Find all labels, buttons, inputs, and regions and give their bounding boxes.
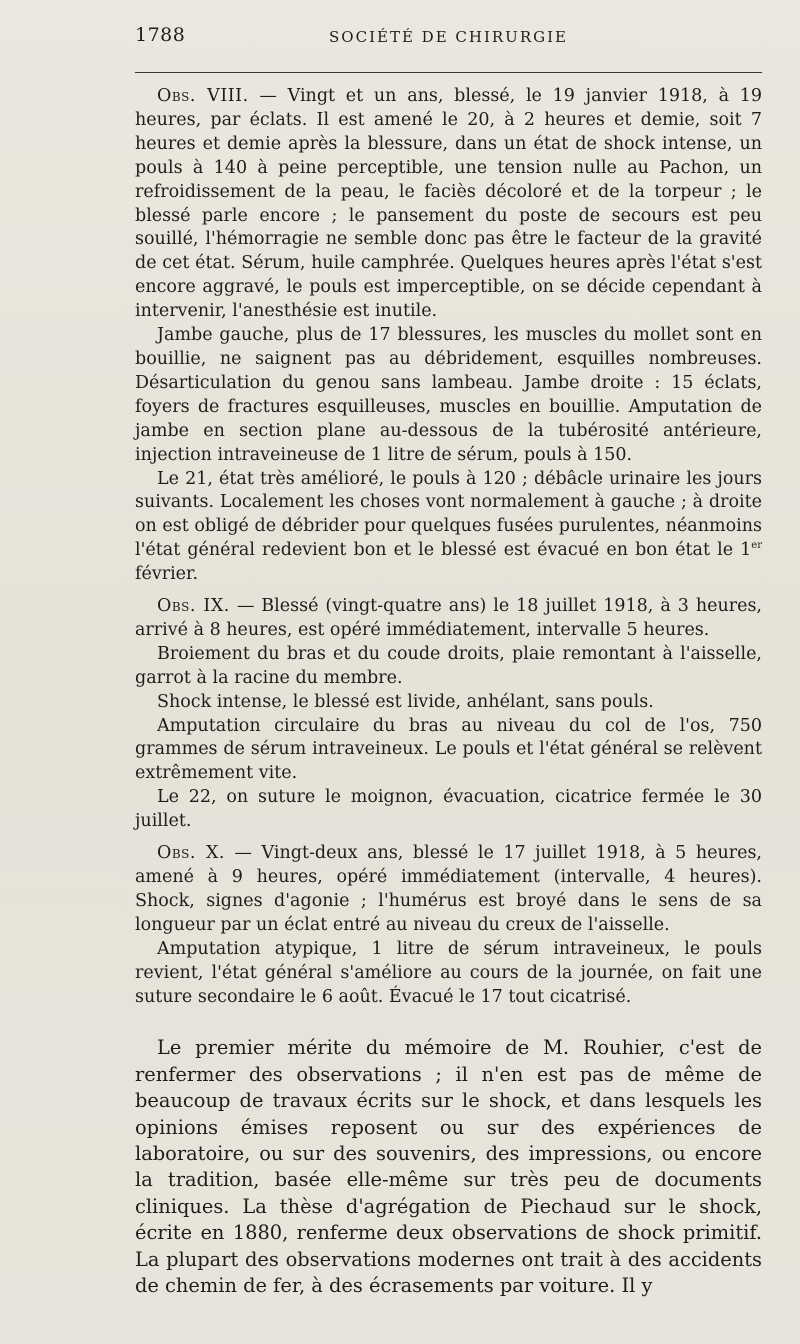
paragraph-text: — Blessé (vingt-quatre ans) le 18 juillet 1918, à 3 heures, arrivé à 8 heures, est opéré immédiatement, intervalle 5 heures.	[135, 596, 762, 640]
observation-8	[135, 85, 762, 587]
observation-label: Obs. X.	[157, 843, 225, 864]
paragraph	[135, 468, 762, 588]
commentary	[135, 1035, 762, 1299]
paragraph	[135, 85, 762, 324]
observation-label: Obs. IX.	[157, 596, 230, 617]
paragraph: Amputation atypique, 1 litre de sérum intraveineux, le pouls revient, l'état général s'améliore au cours de la journée, on fait une suture secondaire le 6 août. Évacué le 17 tout cicatrisé.	[135, 938, 762, 1007]
paragraph-text: — Vingt et un ans, blessé, le 19 janvier 1918, à 19 heures, par éclats. Il est amené le 20, à 2 heures et demie, soit 7 heures et demie après la blessure, dans un état de shock intense, un pouls à 140 à peine perceptible, une tension nulle au Pachon, un refroidissement de la peau, le faciès décoloré et de la torpeur ; le blessé parle encore ; le pansement du poste de secours est peu souillé, l'hémorragie ne semble donc pas être le facteur de la gravité de cet état. Sérum, huile camphrée. Quelques heures après l'état s'est encore aggravé, le pouls est imperceptible, on se décide cependant à intervenir, l'anesthésie est inutile.	[135, 86, 763, 322]
paragraph	[135, 595, 762, 643]
observation-10	[135, 842, 762, 1009]
paragraph: Amputation circulaire du bras au niveau du col de l'os, 750 grammes de sérum intraveineux. Le pouls et l'état général se relèvent extrêmement vite.	[135, 715, 762, 784]
paragraph: Jambe gauche, plus de 17 blessures, les muscles du mollet sont en bouillie, ne saignent pas au débridement, esquilles nombreuses. Désarticulation du genou sans lambeau. Jambe droite : 15 éclats, foyers de fractures esquilleuses, muscles en bouillie. Amputation de jambe en section plane au-dessous de la tubérosité antérieure, injection intraveineuse de 1 litre de sérum, pouls à 150.	[135, 325, 762, 465]
paragraph: Broiement du bras et du coude droits, plaie remontant à l'aisselle, garrot à la racine du membre.	[135, 643, 762, 688]
paragraph: Shock intense, le blessé est livide, anhélant, sans pouls.	[157, 691, 654, 712]
page-number: 1788	[135, 24, 186, 46]
paragraph-text: février.	[135, 564, 199, 585]
paragraph	[135, 842, 762, 938]
commentary-paragraph: Le premier mérite du mémoire de M. Rouhier, c'est de renfermer des observations ; il n'en est pas de même de beaucoup de travaux écrits sur le shock, et dans lesquels les opinions émises reposent ou sur des expériences de laboratoire, ou sur des souvenirs, des impressions, ou encore la tradition, basée elle-même sur très peu de documents cliniques. La thèse d'agrégation de Piechaud sur le shock, écrite en 1880, renferme deux observations de shock primitif. La plupart des observations modernes ont trait à des accidents de chemin de fer, à des écrasements par voiture. Il y	[135, 1036, 762, 1298]
journal-title: SOCIÉTÉ DE CHIRURGIE	[329, 28, 568, 46]
observation-label: Obs. VIII.	[157, 86, 249, 106]
superscript: er	[751, 540, 762, 552]
paragraph: Le 22, on suture le moignon, évacuation, cicatrice fermée le 30 juillet.	[135, 787, 762, 832]
paragraph-text: Le 21, état très amélioré, le pouls à 120 ; débâcle urinaire les jours suivants. Localement les choses vont normalement à gauche ; à droite on est obligé de débrider pour quelques fusées purulentes, néanmoins l'état général redevient bon et le blessé est évacué en bon état le 1	[135, 468, 762, 561]
observations	[135, 85, 762, 1009]
header-rule	[135, 72, 762, 73]
running-head	[135, 14, 762, 48]
paragraph-text: — Vingt-deux ans, blessé le 17 juillet 1918, à 5 heures, amené à 9 heures, opéré immédiatement (intervalle, 4 heures). Shock, signes d'agonie ; l'humérus est broyé dans le sens de sa longueur par un éclat entré au niveau du creux de l'aisselle.	[135, 843, 762, 935]
observation-9	[135, 595, 762, 834]
